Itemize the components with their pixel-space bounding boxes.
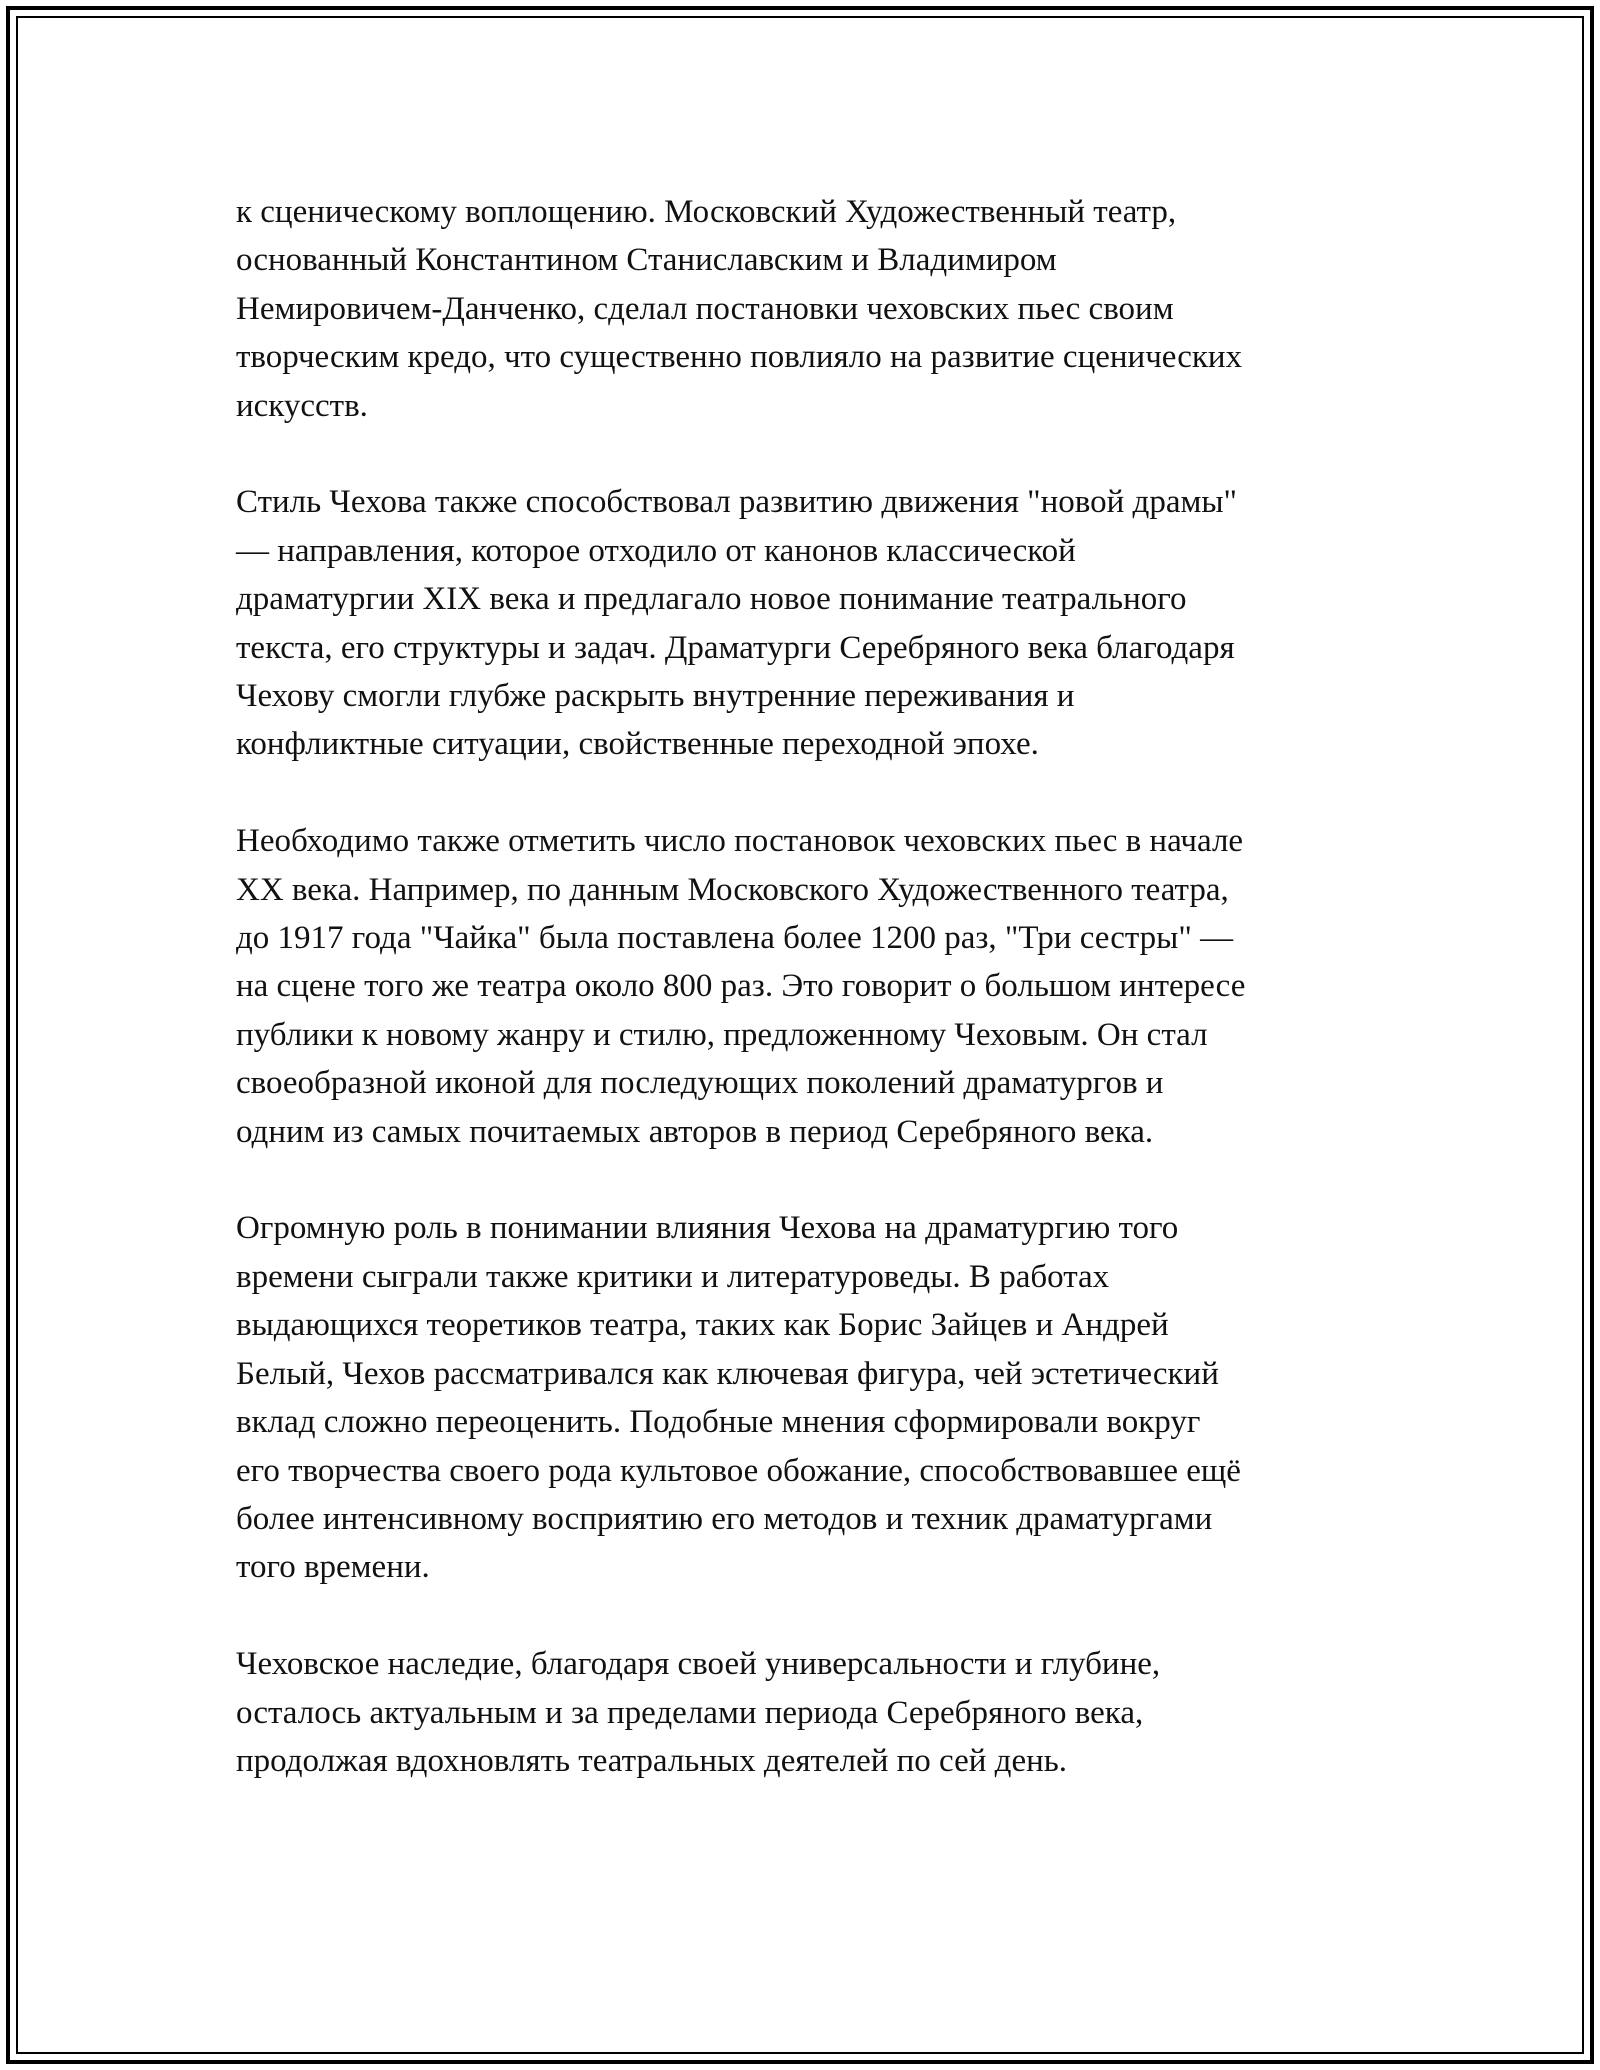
- paragraph: Необходимо также отметить число постановок чеховских пьес в начале XX века. Например, по данным Московского Художественного театра, до 1917 года "Чайка" была поставлена более 1200 раз, "Три сестры" — на сцене того же театра около 800 раз. Это говорит о большом интересе публики к новому жанру и стилю, предложенному Чеховым. Он стал своеобразной иконой для последующих поколений драматургов и одним из самых почитаемых авторов в период Серебряного века.: [236, 823, 1246, 1150]
- paragraph: к сценическому воплощению. Московский Художественный театр, основанный Константином Станиславским и Владимиром Немировичем-Данченко, сделал постановки чеховских пьес своим творческим кредо, что существенно повлияло на развитие сценических искусств.: [236, 194, 1243, 424]
- paragraph: Чеховское наследие, благодаря своей универсальности и глубине, осталось актуальным и за пределами периода Серебряного века, продолжая вдохновлять театральных деятелей по сей день.: [236, 1646, 1161, 1779]
- document-body: [236, 188, 1366, 1834]
- paragraph: Стиль Чехова также способствовал развитию движения "новой драмы" — направления, которое отходило от канонов классической драматургии XIX века и предлагало новое понимание театрального текста, его структуры и задач. Драматурги Серебряного века благодаря Чехову смогли глубже раскрыть внутренние переживания и конфликтные ситуации, свойственные переходной эпохе.: [236, 484, 1237, 763]
- paragraph: Огромную роль в понимании влияния Чехова на драматургию того времени сыграли также критики и литературоведы. В работах выдающихся теоретиков театра, таких как Борис Зайцев и Андрей Белый, Чехов рассматривался как ключевая фигура, чей эстетический вклад сложно переоценить. Подобные мнения сформировали вокруг его творчества своего рода культовое обожание, способствовавшее ещё более интенсивному восприятию его методов и техник драматургами того времени.: [236, 1210, 1241, 1586]
